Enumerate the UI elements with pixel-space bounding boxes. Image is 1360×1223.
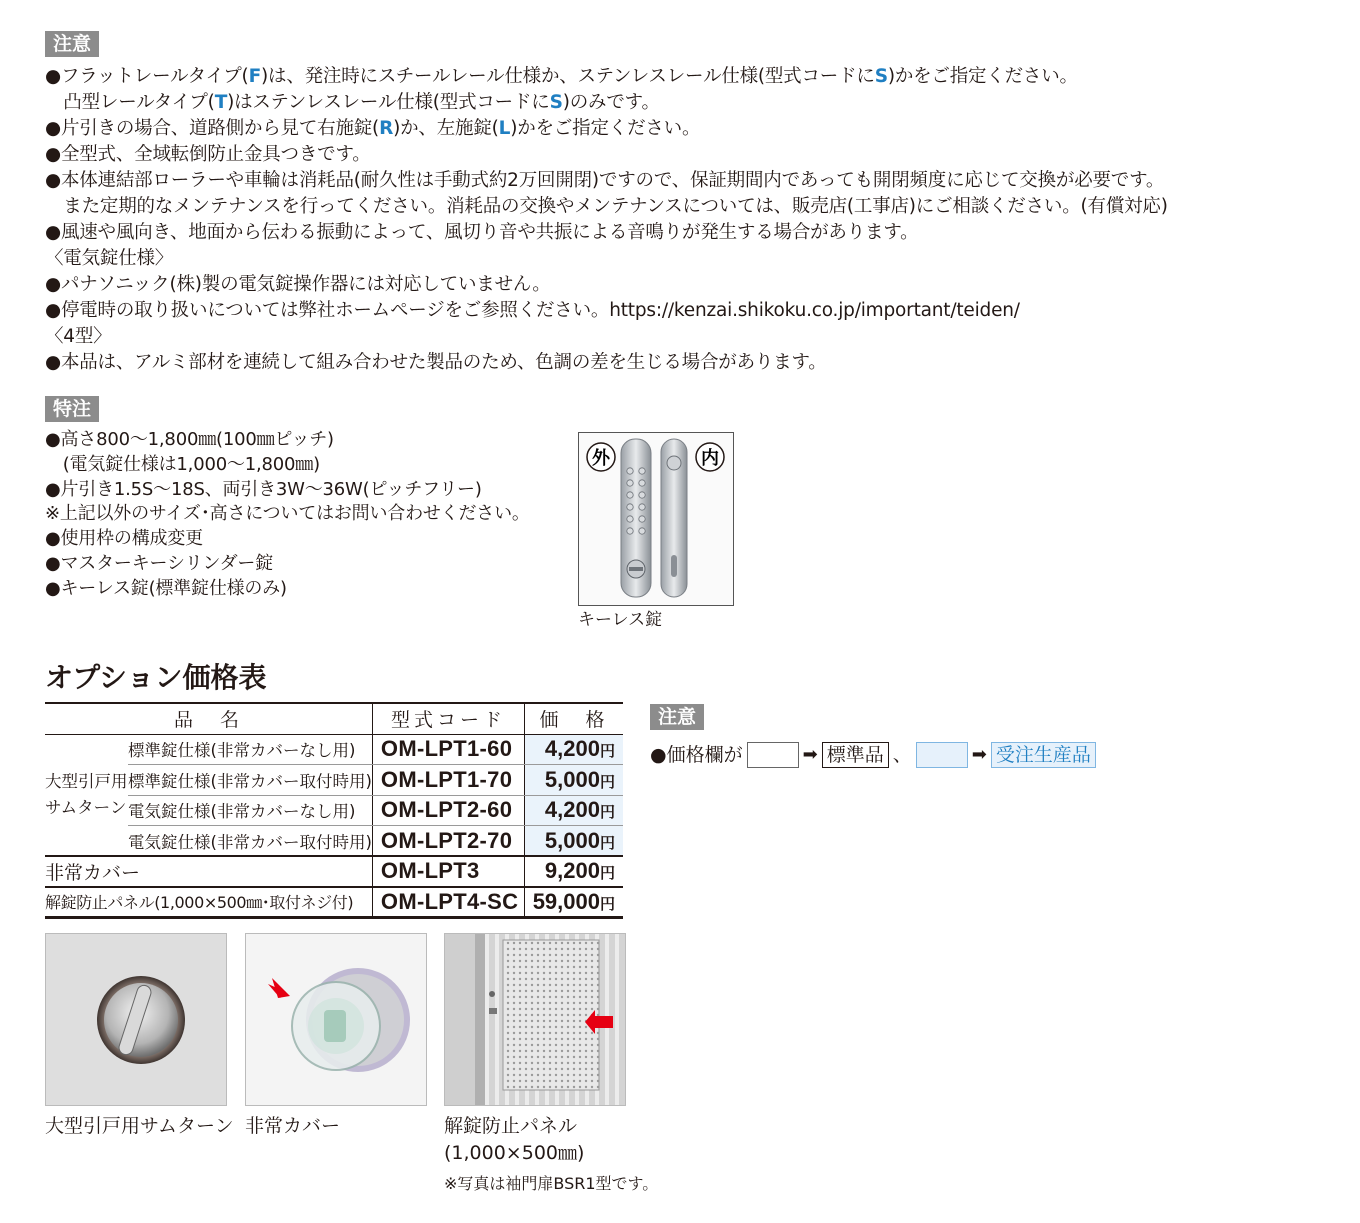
header-name: 品 名 <box>45 703 372 734</box>
note-line: ●本品は、アルミ部材を連続して組み合わせた製品のため、色調の差を生じる場合があります。 <box>45 352 827 373</box>
item-price: 4,200円 <box>524 795 623 826</box>
item-price: 4,200円 <box>524 734 623 765</box>
item-price: 9,200円 <box>524 856 623 887</box>
arrow-icon: ➡ <box>802 744 818 765</box>
table-row <box>45 795 623 826</box>
note-line: ●本体連結部ローラーや車輪は消耗品(耐久性は手動式約2万回開閉)ですので、保証期間内であっても開閉頻度に応じて交換が必要です。 <box>45 170 1165 191</box>
table-row <box>45 765 623 796</box>
inside-label: 内 <box>701 448 719 469</box>
item-name: 電気錠仕様(非常カバー取付時用) <box>128 826 372 857</box>
header-code: 型式コード <box>372 703 524 734</box>
note-line: ●風速や風向き、地面から伝わる振動によって、風切り音や共振による音鳴りが発生する場合があります。 <box>45 222 919 243</box>
header-price: 価 格 <box>524 703 623 734</box>
item-price: 5,000円 <box>524 765 623 796</box>
anti-unlock-panel-photo <box>444 933 626 1106</box>
photo-note: ※写真は袖門扉BSR1型です。 <box>444 1174 659 1193</box>
keyless-lock-illustration <box>579 433 732 604</box>
item-name: 電気錠仕様(非常カバーなし用) <box>128 795 372 826</box>
arrow-icon: ➡ <box>971 744 987 765</box>
note-subheading: 〈電気錠仕様〉 <box>45 248 174 269</box>
thumb-turn-photo <box>45 933 227 1106</box>
note-line: ●片引きの場合、道路側から見て右施錠(R)か、左施錠(L)かをご指定ください。 <box>45 118 701 139</box>
option-table-title: オプション価格表 <box>45 661 267 694</box>
note-line: ●全型式、全域転倒防止金具つきです。 <box>45 144 371 165</box>
price-legend <box>650 740 1100 770</box>
item-name: 標準錠仕様(非常カバー取付時用) <box>128 765 372 796</box>
table-row <box>45 856 623 887</box>
special-item: ●マスターキーシリンダー錠 <box>45 552 274 574</box>
caution-tag: 注意 <box>45 31 99 57</box>
note-line: また定期的なメンテナンスを行ってください。消耗品の交換やメンテナンスについては、販売店(工事店)にご相談ください。(有償対応) <box>45 196 1168 217</box>
item-name: 非常カバー <box>45 856 372 887</box>
item-name: 解錠防止パネル(1,000×500㎜･取付ネジ付) <box>45 887 372 918</box>
special-order-tag: 特注 <box>45 396 99 422</box>
special-item: ●使用枠の構成変更 <box>45 528 203 550</box>
special-item: ●片引き1.5S～18S、両引き3W～36W(ピッチフリー) <box>45 478 482 500</box>
item-code: OM-LPT2-70 <box>372 826 524 857</box>
photo-caption-size: (1,000×500㎜) <box>444 1142 585 1164</box>
item-name: 標準錠仕様(非常カバーなし用) <box>128 734 372 765</box>
special-order-list <box>45 428 585 602</box>
item-code: OM-LPT3 <box>372 856 524 887</box>
note-subheading: 〈4型〉 <box>45 326 112 347</box>
item-code: OM-LPT2-60 <box>372 795 524 826</box>
photo-caption: 非常カバー <box>245 1115 341 1137</box>
outside-label: 外 <box>592 448 610 469</box>
table-row <box>45 826 623 857</box>
keyless-caption: キーレス錠 <box>578 610 663 630</box>
special-item: ●高さ800～1,800㎜(100㎜ピッチ) <box>45 429 334 450</box>
legend-standard-label: 標準品 <box>822 742 889 768</box>
caution-notes <box>45 64 1345 376</box>
special-item: (電気錠仕様は1,000～1,800㎜) <box>45 453 320 475</box>
thumb-turn-illustration <box>46 934 227 1106</box>
item-code: OM-LPT1-60 <box>372 734 524 765</box>
anti-unlock-panel-illustration <box>445 934 626 1106</box>
item-code: OM-LPT4-SC <box>372 887 524 918</box>
photo-caption: 解錠防止パネル <box>444 1115 578 1137</box>
emergency-cover-illustration <box>246 934 427 1106</box>
item-price: 59,000円 <box>524 887 623 918</box>
photo-caption: 大型引戸用サムターン <box>45 1115 234 1137</box>
special-item: ※上記以外のサイズ･高さについてはお問い合わせください。 <box>45 503 530 525</box>
emergency-cover-photo <box>245 933 427 1106</box>
legend-caution-tag: 注意 <box>650 704 704 730</box>
note-line: ●フラットレールタイプ(F)は、発注時にスチールレール仕様か、ステンレスレール仕様(型式コードにS)かをご指定ください。 <box>45 66 1078 87</box>
note-line: ●停電時の取り扱いについては弊社ホームページをご参照ください。https://kenzai.shikoku.co.jp/important/teiden/ <box>45 300 1020 321</box>
special-item: ●キーレス錠(標準錠仕様のみ) <box>45 577 287 599</box>
item-price: 5,000円 <box>524 826 623 857</box>
legend-blue-box <box>916 742 968 768</box>
option-price-table <box>45 702 623 919</box>
table-row <box>45 887 623 918</box>
legend-prefix: ●価格欄が <box>650 744 743 766</box>
item-code: OM-LPT1-70 <box>372 765 524 796</box>
table-row <box>45 734 623 765</box>
legend-separator: 、 <box>892 744 912 766</box>
group-label: 大型引戸用 サムターン <box>45 734 128 856</box>
keyless-lock-image <box>578 432 734 606</box>
legend-white-box <box>747 742 799 768</box>
legend-order-label: 受注生産品 <box>991 742 1096 768</box>
note-line: ●パナソニック(株)製の電気錠操作器には対応していません。 <box>45 274 551 295</box>
note-line: 凸型レールタイプ(T)はステンレスレール仕様(型式コードにS)のみです。 <box>45 92 660 113</box>
